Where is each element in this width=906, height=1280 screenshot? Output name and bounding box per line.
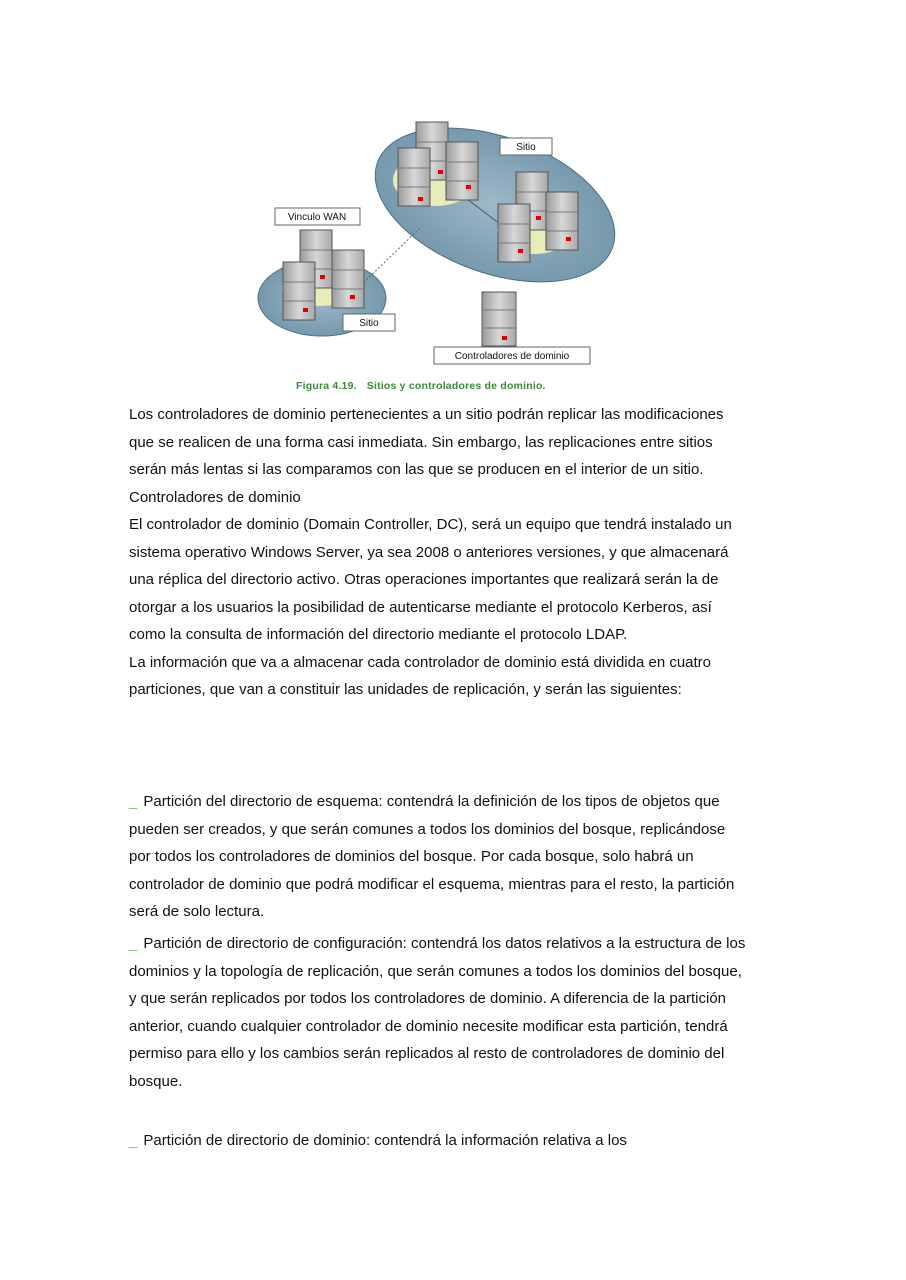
list-item (129, 1127, 749, 1155)
bullet-text: Partición de directorio de configuración: contendrá los datos relativos a la estructura de los dominios y la topología de replicación, que serán comunes a todos los dominios del bosque, y que serán replicados por todos los controladores de dominio. A diferencia de la partición anterior, cuando cualquier controlador de dominio necesite modificar esta partición, tendrá permiso para ello y los cambios serán replicados al resto de controladores de dominio del bosque. (129, 935, 746, 1090)
label-site-bottom: Sitio (359, 318, 379, 329)
paragraph: El controlador de dominio (Domain Controller, DC), será un equipo que tendrá instalado un sistema operativo Windows Server, ya sea 2008 o anteriores versiones, y que almacenará una réplica del directorio activo. Otras operaciones importantes que realizará serán la de otorgar a los usuarios la posibilidad de autenticarse mediante el protocolo Kerberos, así como la consulta de información del directorio mediante el protocolo LDAP. (129, 516, 732, 643)
server-standalone (482, 292, 516, 346)
bullet-text: Partición del directorio de esquema: contendrá la definición de los tipos de objetos que pueden ser creados, y que serán comunes a todos los dominios del bosque, replicándose por todos los controladores de dominios del bosque. Por cada bosque, solo habrá un controlador de dominio que podrá modificar el esquema, mientras para el resto, la partición será de solo lectura. (129, 793, 735, 920)
list-item (129, 930, 749, 1095)
figure-caption (296, 380, 546, 392)
bullet-marker: _ (129, 1132, 138, 1149)
network-figure (240, 110, 660, 400)
wan-link-line (358, 228, 420, 288)
sites-diagram (240, 110, 660, 400)
label-controllers: Controladores de dominio (454, 351, 570, 362)
bullet-marker: _ (129, 935, 138, 952)
label-wan: Vinculo WAN (287, 212, 347, 223)
caption-number: Figura 4.19. (296, 380, 357, 392)
caption-text: Sitios y controladores de dominio. (366, 380, 546, 392)
paragraph: La información que va a almacenar cada controlador de dominio está dividida en cuatro particiones, que van a constituir las unidades de replicación, y serán las siguientes: (129, 653, 712, 698)
section-heading: Controladores de dominio (129, 488, 301, 506)
site-ellipse-large (354, 110, 635, 312)
bullet-marker: _ (129, 793, 138, 810)
paragraph: Los controladores de dominio pertenecientes a un sitio podrán replicar las modificaciones que se realicen de una forma casi inmediata. Sin embargo, las replicaciones entre sitios serán más lentas si las comparamos con las que se producen en el interior de un sitio. (129, 406, 724, 478)
list-item (129, 788, 749, 926)
label-site-top: Sitio (516, 142, 536, 153)
body-text (129, 401, 749, 704)
bullet-text: Partición de directorio de dominio: contendrá la información relativa a los (143, 1132, 627, 1149)
